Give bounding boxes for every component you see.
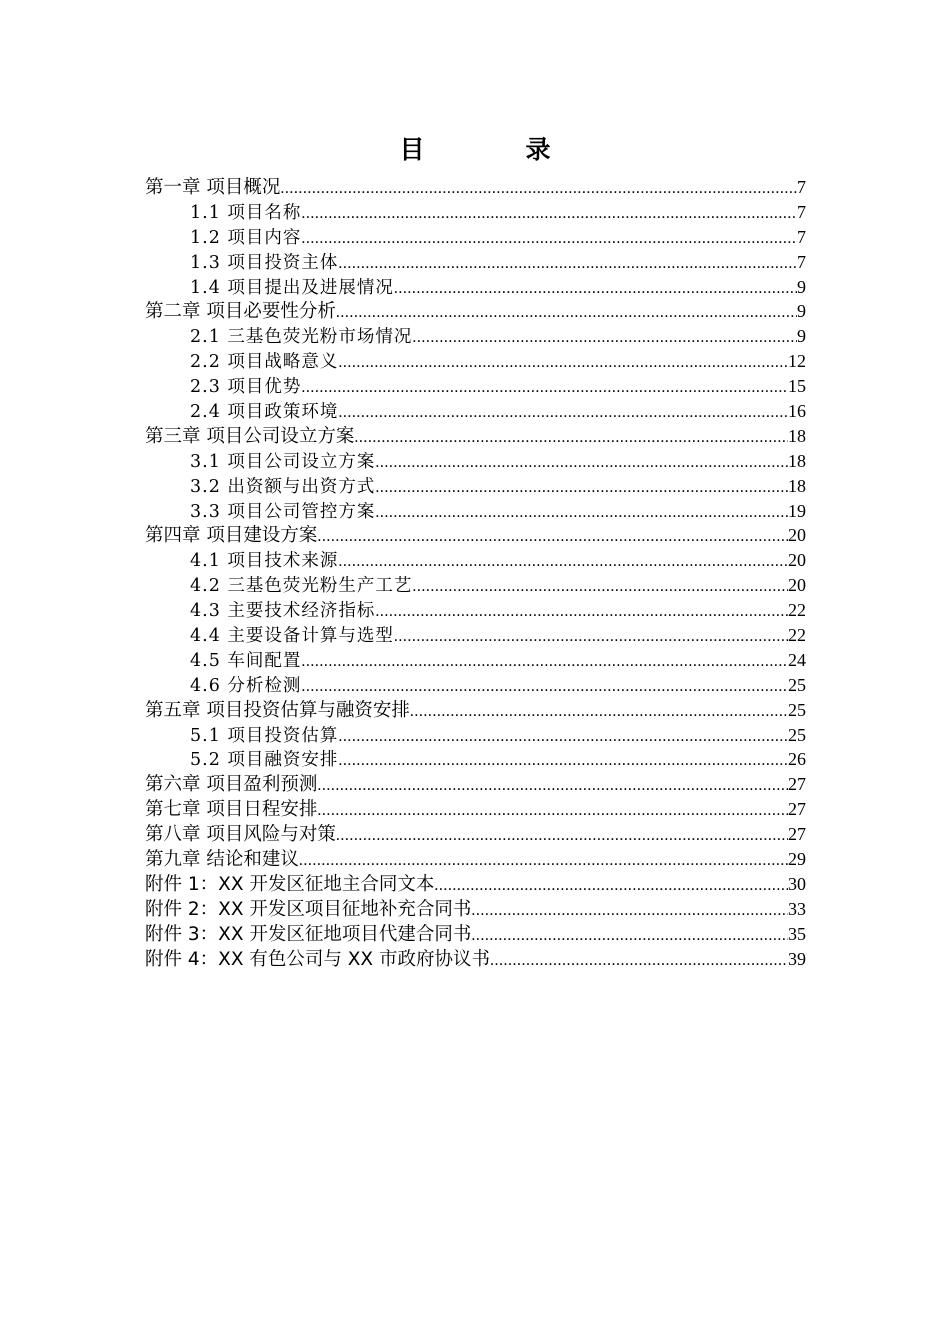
toc-chapter-entry[interactable] <box>145 847 806 872</box>
toc-section-entry[interactable] <box>145 374 806 399</box>
toc-dot-leader <box>338 351 788 374</box>
toc-entry-label: 4.4 主要设备计算与选型 <box>190 626 394 647</box>
toc-section-entry[interactable] <box>145 747 806 772</box>
toc-page-number: 19 <box>788 500 806 521</box>
toc-entry-label: 第四章 项目建设方案 <box>145 525 318 547</box>
toc-page-number: 7 <box>797 177 806 197</box>
toc-entry-label: 1.3 项目投资主体 <box>190 252 339 273</box>
toc-title: 目 录 <box>399 135 589 164</box>
toc-page-number: 7 <box>797 226 806 247</box>
toc-dot-leader <box>410 700 788 723</box>
toc-page-number: 24 <box>788 649 806 670</box>
toc-page-number: 27 <box>788 774 806 795</box>
toc-dot-leader <box>375 451 788 474</box>
toc-section-entry[interactable] <box>145 474 806 499</box>
toc-page-number: 39 <box>788 948 806 969</box>
toc-dot-leader <box>471 899 788 922</box>
toc-chapter-entry[interactable] <box>145 175 806 200</box>
toc-section-entry[interactable] <box>145 275 806 300</box>
toc-entry-label: 附件 4：XX 有色公司与 XX 市政府协议书 <box>145 948 490 970</box>
toc-dot-leader <box>375 476 788 499</box>
toc-section-entry[interactable] <box>145 324 806 349</box>
toc-page-number: 25 <box>788 674 806 695</box>
toc-dot-leader <box>336 301 797 324</box>
toc-page-number: 9 <box>797 276 806 297</box>
toc-dot-leader <box>301 227 797 250</box>
toc-chapter-entry[interactable] <box>145 424 806 449</box>
toc-section-entry[interactable] <box>145 449 806 474</box>
toc-entry-label: 第七章 项目日程安排 <box>145 799 318 821</box>
toc-page-number: 20 <box>788 575 806 596</box>
toc-entry-label: 4.3 主要技术经济指标 <box>190 601 376 622</box>
toc-dot-leader <box>434 874 788 897</box>
toc-dot-leader <box>375 501 788 524</box>
toc-dot-leader <box>338 749 788 772</box>
toc-dot-leader <box>317 799 788 822</box>
toc-page-number: 20 <box>788 525 806 546</box>
toc-page-number: 18 <box>788 425 806 446</box>
toc-page-number: 18 <box>788 475 806 496</box>
toc-dot-leader <box>338 401 788 424</box>
toc-section-entry[interactable] <box>145 349 806 374</box>
toc-page-number: 27 <box>788 824 806 845</box>
toc-entry-label: 2.3 项目优势 <box>190 377 302 398</box>
toc-page-number: 25 <box>788 699 806 720</box>
toc-dot-leader <box>301 675 788 698</box>
toc-dot-leader <box>338 550 788 573</box>
toc-section-entry[interactable] <box>145 250 806 275</box>
toc-entry-label: 3.3 项目公司管控方案 <box>190 501 376 522</box>
toc-chapter-entry[interactable] <box>145 897 806 922</box>
toc-section-entry[interactable] <box>145 499 806 524</box>
toc-page-number: 15 <box>788 376 806 397</box>
toc-entry-label: 5.2 项目融资安排 <box>190 750 339 771</box>
toc-section-entry[interactable] <box>145 648 806 673</box>
toc-dot-leader <box>394 277 797 300</box>
toc-page-number: 25 <box>788 724 806 745</box>
toc-page-number: 29 <box>788 849 806 870</box>
toc-entry-label: 5.1 项目投资估算 <box>190 725 339 746</box>
toc-entry-label: 3.1 项目公司设立方案 <box>190 451 376 472</box>
toc-page-number: 7 <box>797 201 806 222</box>
toc-entry-label: 1.2 项目内容 <box>190 227 302 248</box>
toc-section-entry[interactable] <box>145 598 806 623</box>
toc-dot-leader <box>280 177 797 200</box>
toc-dot-leader <box>301 376 788 399</box>
toc-page-number: 16 <box>788 401 806 422</box>
toc-entry-label: 第三章 项目公司设立方案 <box>145 425 355 447</box>
toc-dot-leader <box>375 600 788 623</box>
toc-chapter-entry[interactable] <box>145 698 806 723</box>
toc-chapter-entry[interactable] <box>145 822 806 847</box>
toc-dot-leader <box>336 824 788 847</box>
toc-entry-label: 2.1 三基色荧光粉市场情况 <box>190 327 413 348</box>
toc-entry-label: 4.5 车间配置 <box>190 650 302 671</box>
toc-entry-label: 第五章 项目投资估算与融资安排 <box>145 699 410 721</box>
toc-entry-label: 3.2 出资额与出资方式 <box>190 476 376 497</box>
toc-entry-label: 1.4 项目提出及进展情况 <box>190 277 394 298</box>
toc-entry-label: 附件 1：XX 开发区征地主合同文本 <box>145 873 435 895</box>
toc-entry-label: 4.1 项目技术来源 <box>190 551 339 572</box>
toc-page-number: 22 <box>788 600 806 621</box>
toc-page-number: 33 <box>788 898 806 919</box>
toc-chapter-entry[interactable] <box>145 872 806 897</box>
toc-section-entry[interactable] <box>145 723 806 748</box>
toc-page-number: 20 <box>788 550 806 571</box>
toc-entry-label: 2.4 项目政策环境 <box>190 402 339 423</box>
toc-entry-label: 第一章 项目概况 <box>145 177 281 198</box>
toc-entry-label: 附件 2：XX 开发区项目征地补充合同书 <box>145 898 472 920</box>
toc-page-number: 22 <box>788 625 806 646</box>
toc-dot-leader <box>394 625 788 648</box>
toc-chapter-entry[interactable] <box>145 797 806 822</box>
toc-section-entry[interactable] <box>145 399 806 424</box>
toc-page-number: 9 <box>797 326 806 347</box>
toc-entry-label: 2.2 项目战略意义 <box>190 352 339 373</box>
toc-page-number: 30 <box>788 873 806 894</box>
toc-entry-label: 第六章 项目盈利预测 <box>145 774 318 796</box>
toc-page-number: 27 <box>788 799 806 820</box>
toc-entry-label: 第二章 项目必要性分析 <box>145 301 336 323</box>
toc-entry-label: 第九章 结论和建议 <box>145 849 299 871</box>
toc-entry-label: 1.1 项目名称 <box>190 202 302 223</box>
toc-dot-leader <box>412 326 797 349</box>
toc-dot-leader <box>338 252 797 275</box>
toc-entry-label: 第八章 项目风险与对策 <box>145 824 336 846</box>
toc-dot-leader <box>354 426 788 449</box>
toc-dot-leader <box>299 849 788 872</box>
toc-entry-label: 附件 3：XX 开发区征地项目代建合同书 <box>145 923 472 945</box>
toc-section-entry[interactable] <box>145 548 806 573</box>
toc-dot-leader <box>317 774 788 797</box>
toc-chapter-entry[interactable] <box>145 922 806 947</box>
toc-section-entry[interactable] <box>145 225 806 250</box>
toc-dot-leader <box>338 725 788 748</box>
toc-page-number: 35 <box>788 923 806 944</box>
toc-page-number: 18 <box>788 450 806 471</box>
toc-section-entry[interactable] <box>145 573 806 598</box>
toc-section-entry[interactable] <box>145 623 806 648</box>
toc-dot-leader <box>490 949 788 972</box>
table-of-contents <box>145 175 806 972</box>
toc-dot-leader <box>301 650 788 673</box>
toc-page-number: 7 <box>797 251 806 272</box>
toc-dot-leader <box>471 924 788 947</box>
toc-page-number: 12 <box>788 351 806 372</box>
toc-dot-leader <box>317 525 788 548</box>
toc-dot-leader <box>412 575 788 598</box>
toc-section-entry[interactable] <box>145 673 806 698</box>
toc-entry-label: 4.6 分析检测 <box>190 675 302 696</box>
toc-page-number: 26 <box>788 749 806 770</box>
toc-chapter-entry[interactable] <box>145 947 806 972</box>
toc-chapter-entry[interactable] <box>145 772 806 797</box>
toc-chapter-entry[interactable] <box>145 523 806 548</box>
toc-page-number: 9 <box>797 301 806 322</box>
toc-section-entry[interactable] <box>145 200 806 225</box>
toc-chapter-entry[interactable] <box>145 299 806 324</box>
toc-dot-leader <box>301 202 797 225</box>
toc-entry-label: 4.2 三基色荧光粉生产工艺 <box>190 576 413 597</box>
